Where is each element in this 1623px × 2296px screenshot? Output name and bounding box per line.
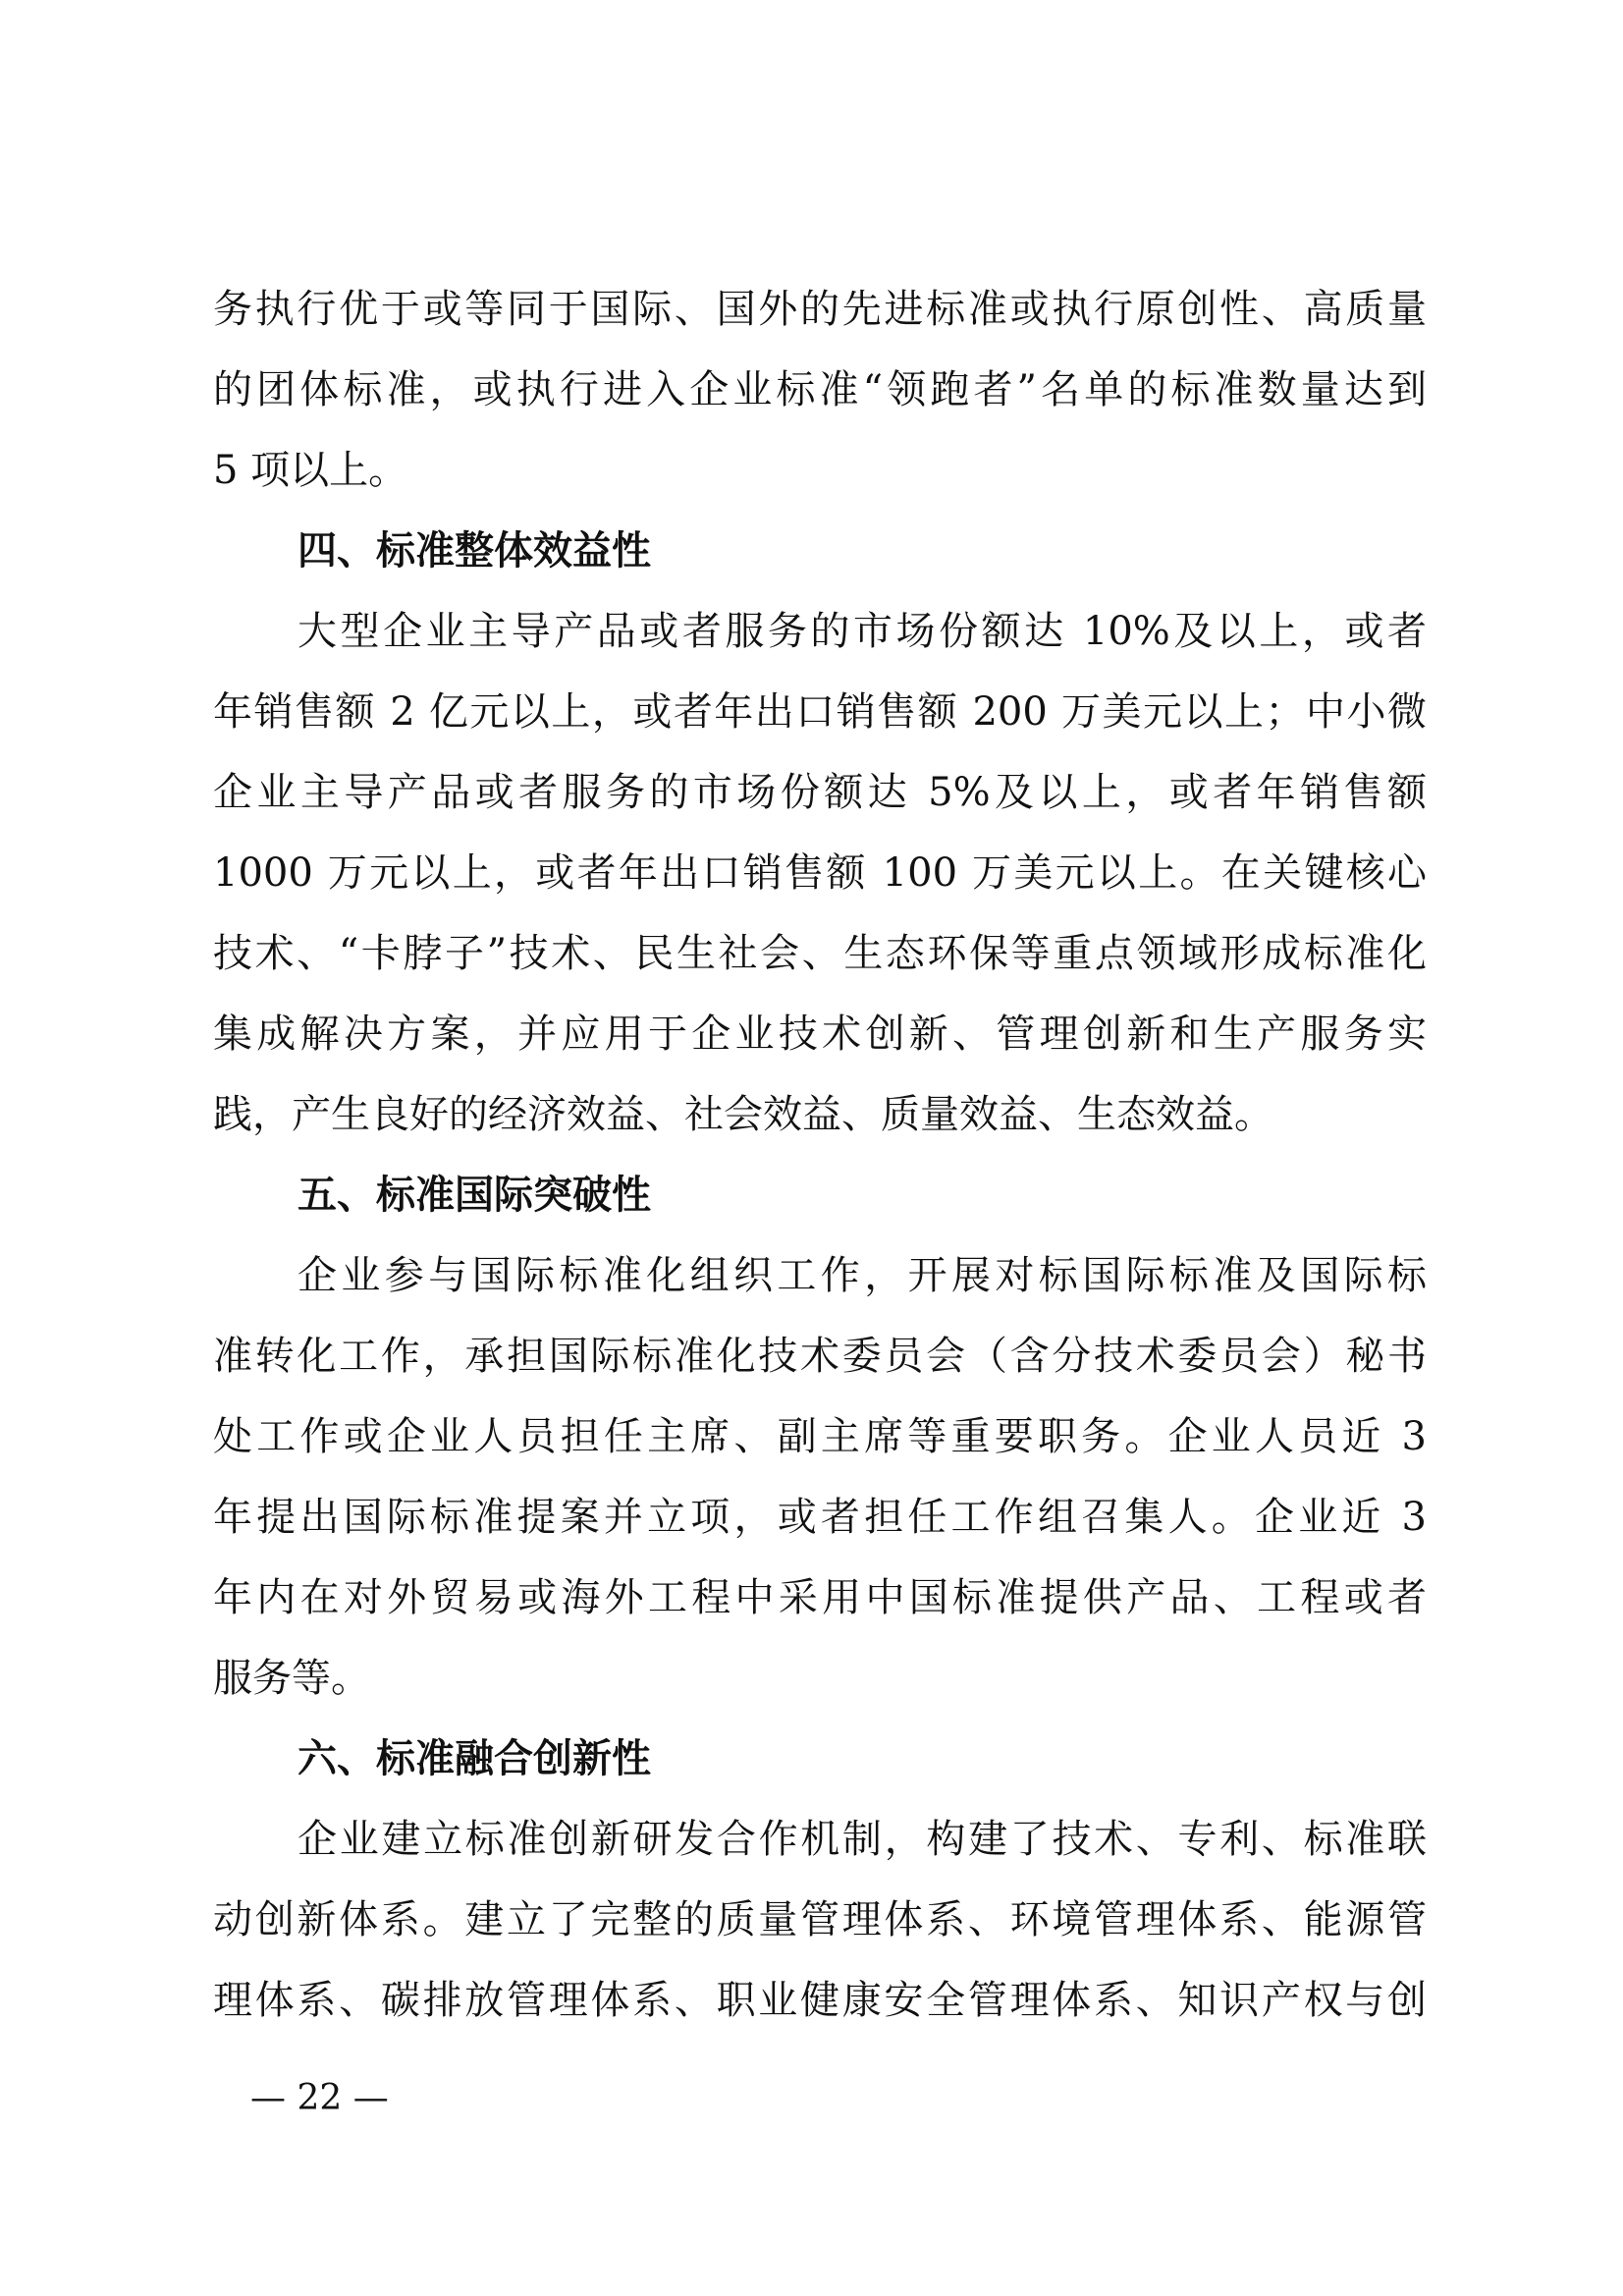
paragraph-line: 理体系、碳排放管理体系、职业健康安全管理体系、知识产权与创	[213, 1978, 1427, 2023]
paragraph-line: 准转化工作，承担国际标准化技术委员会（含分技术委员会）秘书	[213, 1334, 1427, 1379]
paragraph-line: 年内在对外贸易或海外工程中采用中国标准提供产品、工程或者	[213, 1575, 1427, 1620]
paragraph-line: 动创新体系。建立了完整的质量管理体系、环境管理体系、能源管	[213, 1897, 1427, 1942]
paragraph-line: 1000 万元以上，或者年出口销售额 100 万美元以上。在关键核心	[213, 850, 1427, 896]
paragraph-line: 企业参与国际标准化组织工作，开展对标国际标准及国际标	[298, 1253, 1427, 1298]
paragraph-line: 的团体标准，或执行进入企业标准“领跑者”名单的标准数量达到	[213, 367, 1427, 412]
section-heading-5: 五、标准国际突破性	[298, 1173, 651, 1218]
paragraph-line: 年销售额 2 亿元以上，或者年出口销售额 200 万美元以上；中小微	[213, 689, 1427, 735]
paragraph-line: 年提出国际标准提案并立项，或者担任工作组召集人。企业近 3	[213, 1495, 1427, 1540]
paragraph-line: 践，产生良好的经济效益、社会效益、质量效益、生态效益。	[213, 1092, 1273, 1137]
paragraph-line: 企业建立标准创新研发合作机制，构建了技术、专利、标准联	[298, 1817, 1427, 1862]
paragraph-line: 处工作或企业人员担任主席、副主席等重要职务。企业人员近 3	[213, 1414, 1427, 1459]
paragraph-line: 服务等。	[213, 1656, 370, 1701]
paragraph-line: 技术、“卡脖子”技术、民生社会、生态环保等重点领域形成标准化	[213, 931, 1427, 976]
page-number: — 22 —	[250, 2078, 389, 2118]
paragraph-line: 务执行优于或等同于国际、国外的先进标准或执行原创性、高质量	[213, 287, 1427, 332]
paragraph-line: 5 项以上。	[213, 448, 408, 493]
section-heading-4: 四、标准整体效益性	[298, 528, 651, 574]
paragraph-line: 企业主导产品或者服务的市场份额达 5%及以上，或者年销售额	[213, 770, 1427, 815]
section-heading-6: 六、标准融合创新性	[298, 1736, 651, 1781]
paragraph-line: 大型企业主导产品或者服务的市场份额达 10%及以上，或者	[298, 609, 1427, 654]
paragraph-line: 集成解决方案，并应用于企业技术创新、管理创新和生产服务实	[213, 1011, 1427, 1057]
